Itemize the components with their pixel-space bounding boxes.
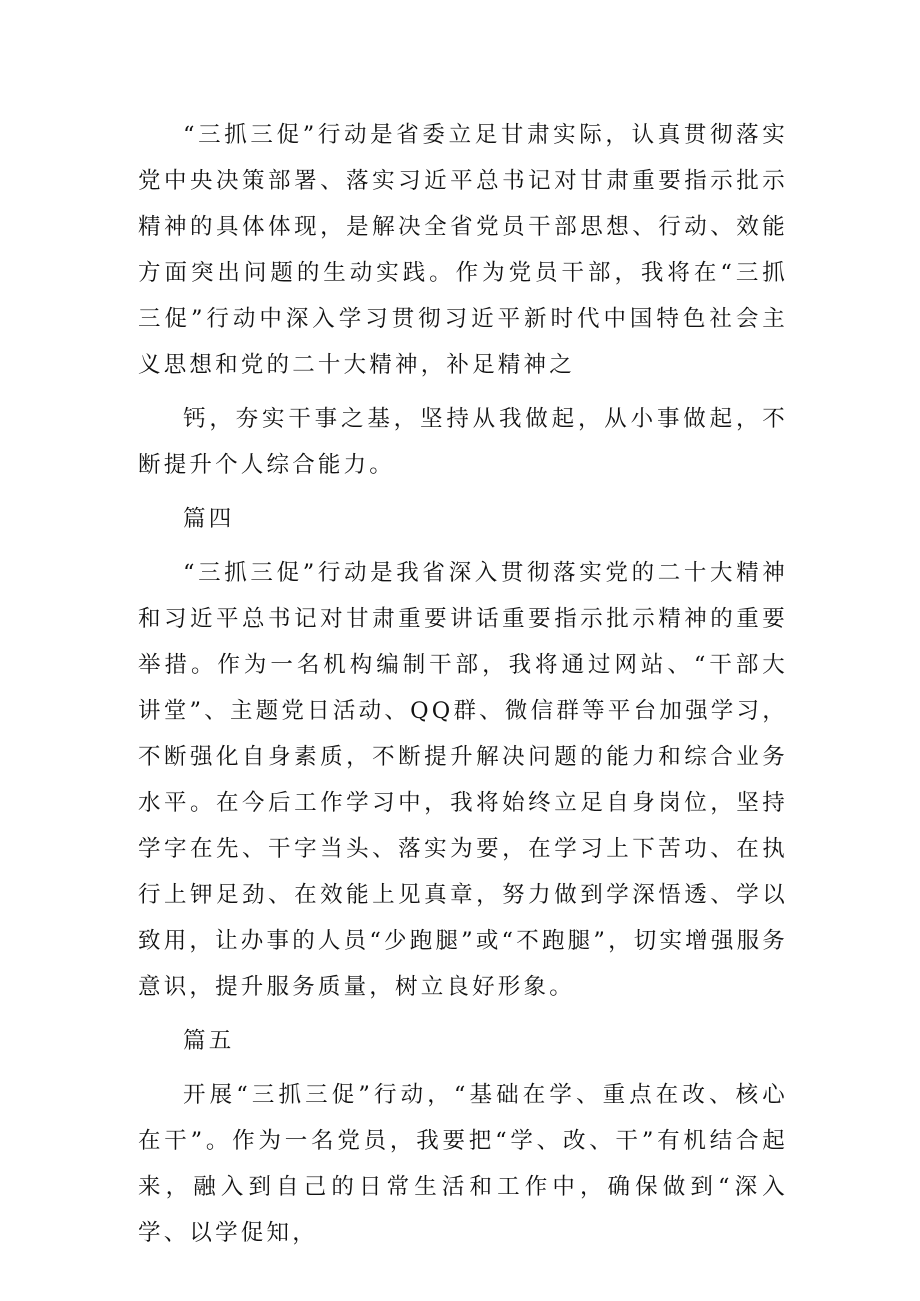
section-heading-4: 篇四 [183,506,235,532]
paragraph-1: “三抓三促”行动是省委立足甘肃实际，认真贯彻落实党中央决策部署、落实习近平总书记对甘肃重要指示批示精神的具体体现，是解决全省党员干部思想、行动、效能方面突出问题的生动实践。作为党员干部，我将在“三抓三促”行动中深入学习贯彻习近平新时代中国特色社会主义思想和党的二十大精神，补足精神之 [138,122,788,378]
section-heading-5: 篇五 [183,1028,235,1054]
paragraph-4: 开展“三抓三促”行动，“基础在学、重点在改、核心在干”。作为一名党员，我要把“学、改、干”有机结合起来，融入到自己的日常生活和工作中，确保做到“深入学、以学促知， [138,1082,788,1246]
document-body [138,112,788,1256]
paragraph-2: 钙，夯实干事之基，坚持从我做起，从小事做起，不断提升个人综合能力。 [138,406,788,478]
paragraph-3: “三抓三促”行动是我省深入贯彻落实党的二十大精神和习近平总书记对甘肃重要讲话重要指示批示精神的重要举措。作为一名机构编制干部，我将通过网站、“干部大讲堂”、主题党日活动、QQ群、微信群等平台加强学习，不断强化自身素质，不断提升解决问题的能力和综合业务水平。在今后工作学习中，我将始终立足自身岗位，坚持学字在先、干字当头、落实为要，在学习上下苦功、在执行上钾足劲、在效能上见真章，努力做到学深悟透、学以致用，让办事的人员“少跑腿”或“不跑腿”，切实增强服务意识，提升服务质量，树立良好形象。 [138,560,788,1000]
